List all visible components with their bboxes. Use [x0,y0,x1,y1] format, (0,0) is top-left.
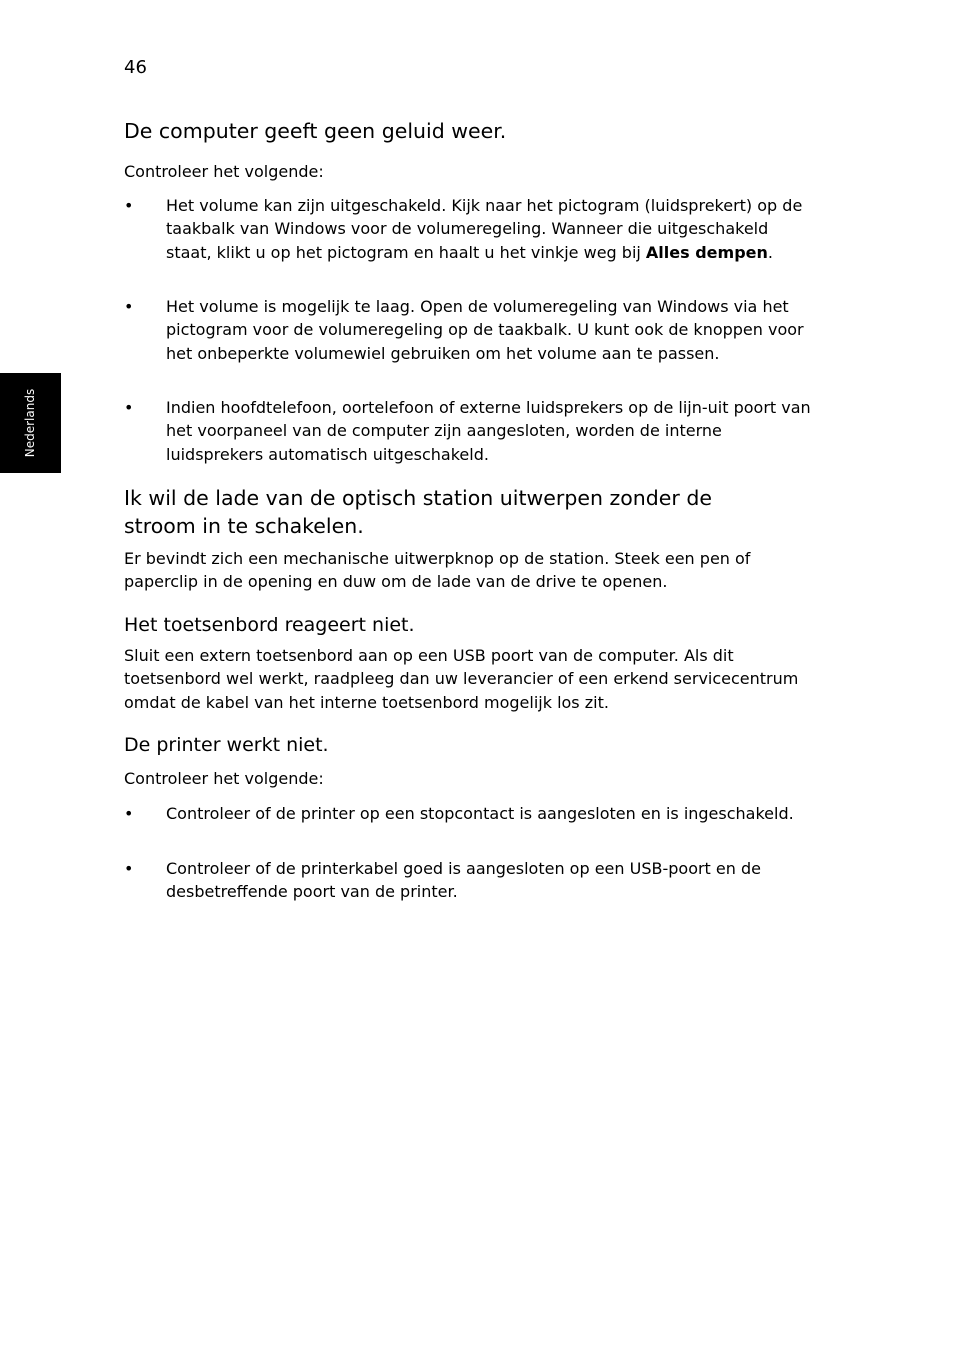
list-item-text: Indien hoofdtelefoon, oortelefoon of externe luidsprekers op de lijn-uit poort van het voorpaneel van de computer zijn aangesloten, worden de interne luidsprekers automatisch uitgeschakeld. [166,398,811,464]
bullet-icon: • [124,398,134,417]
section-heading-keyboard: Het toetsenbord reageert niet. [124,614,415,636]
section-heading-eject-drive-line1: Ik wil de lade van de optisch station uitwerpen zonder de [124,486,712,510]
section-heading-printer: De printer werkt niet. [124,734,329,756]
bullet-icon: • [124,804,134,823]
section-heading-eject-drive-line2: stroom in te schakelen. [124,514,364,538]
section-body: Er bevindt zich een mechanische uitwerpknop op de station. Steek een pen of paperclip in de opening en duw om de lade van de drive te openen. [124,549,751,592]
list-item-text: Controleer of de printerkabel goed is aangesloten op een USB-poort en de desbetreffende poort van de printer. [166,859,761,902]
bullet-icon: • [124,196,134,215]
section-heading-no-sound: De computer geeft geen geluid weer. [124,119,507,143]
bullet-icon: • [124,297,134,316]
section-intro: Controleer het volgende: [124,769,324,788]
language-side-tab [0,373,61,473]
list-item-text: Controleer of de printer op een stopcontact is aangesloten en is ingeschakeld. [166,804,794,823]
list-item-text: Het volume is mogelijk te laag. Open de volumeregeling van Windows via het pictogram voor de volumeregeling op de taakbalk. U kunt ook de knoppen voor het onbeperkte volumewiel gebruiken om het volume aan te passen. [166,297,804,363]
section-intro: Controleer het volgende: [124,162,324,181]
section-body: Sluit een extern toetsenbord aan op een USB poort van de computer. Als dit toetsenbord wel werkt, raadpleeg dan uw leverancier of een erkend servicecentrum omdat de kabel van het interne toetsenbord mogelijk los zit. [124,646,799,712]
bullet-icon: • [124,859,134,878]
page-number: 46 [124,57,147,78]
list-item-text: Het volume kan zijn uitgeschakeld. Kijk naar het pictogram (luidsprekert) op de taakbalk van Windows voor de volumeregeling. Wanneer die uitgeschakeld staat, klikt u op het pictogram en haalt u het vinkje weg bij Alles dempen. [166,196,803,262]
bold-term: Alles dempen [645,242,768,262]
side-tab-label: Nederlands [23,388,37,458]
